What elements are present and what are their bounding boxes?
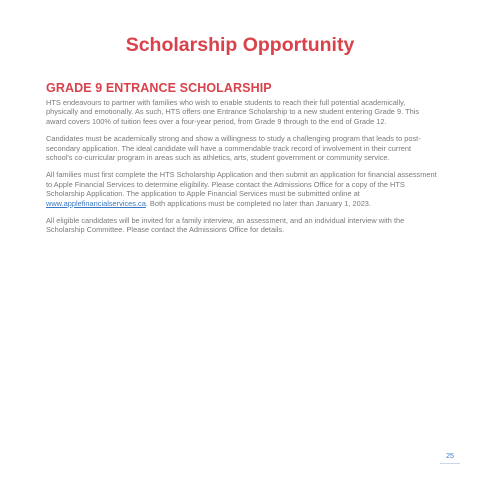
page-number-underline — [440, 463, 460, 464]
page-title: Scholarship Opportunity — [125, 34, 355, 56]
paragraph-candidates: Candidates must be academically strong and show a willingness to study a challenging program that leads to post-secondary application. The ideal candidate will have a commendable track record of involvement in their current school's co-curricular program in areas such as athletics, arts, student government or community service. — [46, 134, 421, 163]
paragraph-interview: All eligible candidates will be invited for a family interview, an assessment, and an individual interview with the Scholarship Committee. Please contact the Admissions Office for details. — [46, 216, 405, 235]
body-text — [46, 98, 438, 243]
section-heading: GRADE 9 ENTRANCE SCHOLARSHIP — [46, 81, 272, 95]
paragraph-application-text: All families must first complete the HTS Scholarship Application and then submit an application for financial assessment to Apple Financial Services to determine eligibility. Please contact the Admissions Office for a copy of the HTS Scholarship Application. The application to Apple Financial Services must be submitted online at — [46, 170, 437, 199]
paragraph-intro: HTS endeavours to partner with families who wish to enable students to reach their full potential academically, physically and emotionally. As such, HTS offers one Entrance Scholarship to a new student entering Grade 9. This award covers 100% of tuition fees over a four-year period, from Grade 9 through to the end of Grade 12. — [46, 98, 420, 126]
paragraph-application-deadline: . Both applications must be completed no later than January 1, 2023. — [145, 198, 371, 208]
paragraph-application — [46, 170, 438, 208]
page-number: 25 — [446, 453, 454, 460]
apple-financial-link[interactable]: www.applefinancialservices.ca — [46, 198, 146, 208]
